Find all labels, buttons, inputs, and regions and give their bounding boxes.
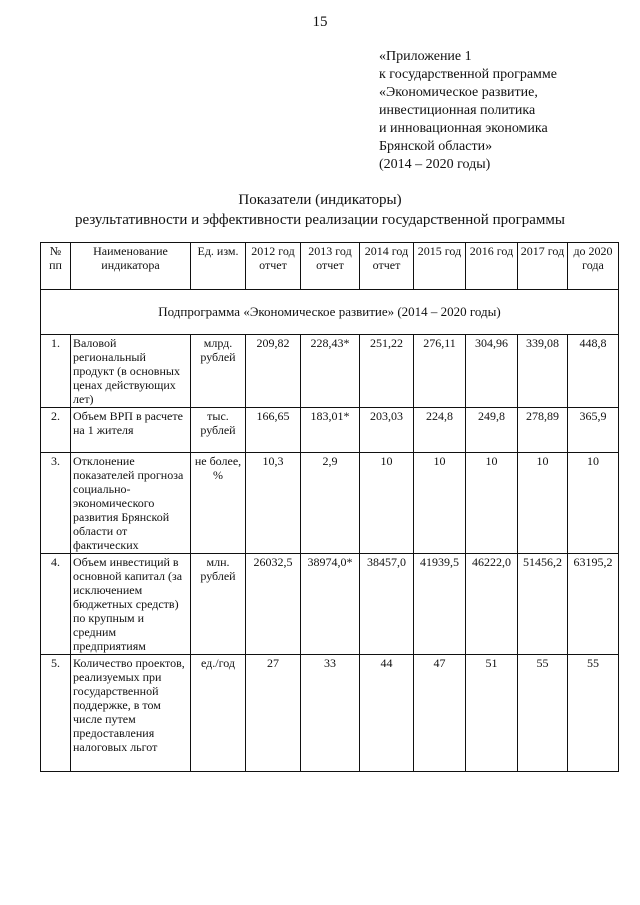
header-2020: до 2020 года <box>568 243 619 290</box>
table-header-row <box>41 243 619 290</box>
row-value-2020: 63195,2 <box>568 554 619 655</box>
row-name: Количество проектов, реализуемых при государственной поддержке, в том числе путем предоставления налоговых льгот <box>71 655 191 772</box>
table-row <box>41 335 619 408</box>
header-2016: 2016 год <box>466 243 518 290</box>
row-value-2014: 10 <box>360 453 414 554</box>
table-row <box>41 554 619 655</box>
row-value-2012: 27 <box>246 655 301 772</box>
row-value-2017: 278,89 <box>518 408 568 453</box>
subprogram-title: Подпрограмма «Экономическое развитие» (2014 – 2020 годы) <box>41 290 619 335</box>
document-title <box>0 190 640 230</box>
row-value-2016: 51 <box>466 655 518 772</box>
row-value-2014: 38457,0 <box>360 554 414 655</box>
subprogram-row <box>41 290 619 335</box>
row-unit: ед./год <box>191 655 246 772</box>
row-value-2013: 38974,0* <box>301 554 360 655</box>
appendix-line: «Приложение 1 <box>379 49 472 64</box>
row-value-2020: 365,9 <box>568 408 619 453</box>
row-value-2013: 33 <box>301 655 360 772</box>
row-num: 5. <box>41 655 71 772</box>
row-value-2015: 47 <box>414 655 466 772</box>
row-value-2013: 2,9 <box>301 453 360 554</box>
row-value-2013: 183,01* <box>301 408 360 453</box>
header-2012: 2012 год отчет <box>246 243 301 290</box>
row-num: 2. <box>41 408 71 453</box>
row-value-2016: 249,8 <box>466 408 518 453</box>
table-row <box>41 408 619 453</box>
row-value-2014: 251,22 <box>360 335 414 408</box>
row-unit: тыс. рублей <box>191 408 246 453</box>
row-num: 3. <box>41 453 71 554</box>
row-value-2015: 276,11 <box>414 335 466 408</box>
row-value-2012: 10,3 <box>246 453 301 554</box>
appendix-block <box>379 48 557 174</box>
appendix-line: «Экономическое развитие, <box>379 85 538 100</box>
page-number: 15 <box>312 14 328 30</box>
row-unit: не более, % <box>191 453 246 554</box>
indicators-table <box>40 242 619 772</box>
header-2017: 2017 год <box>518 243 568 290</box>
row-num: 4. <box>41 554 71 655</box>
row-value-2015: 10 <box>414 453 466 554</box>
title-line-2: результативности и эффективности реализации государственной программы <box>74 212 565 228</box>
row-value-2017: 51456,2 <box>518 554 568 655</box>
row-name: Объем инвестиций в основной капитал (за исключением бюджетных средств) по крупным и средним предприятиям <box>71 554 191 655</box>
row-value-2012: 26032,5 <box>246 554 301 655</box>
header-2014: 2014 год отчет <box>360 243 414 290</box>
appendix-line: (2014 – 2020 годы) <box>379 157 491 172</box>
row-value-2016: 46222,0 <box>466 554 518 655</box>
appendix-line: инвестиционная политика <box>379 103 536 118</box>
header-num: № пп <box>41 243 71 290</box>
appendix-line: Брянской области» <box>379 139 493 154</box>
row-unit: млн. рублей <box>191 554 246 655</box>
row-value-2017: 10 <box>518 453 568 554</box>
row-value-2020: 55 <box>568 655 619 772</box>
row-value-2017: 339,08 <box>518 335 568 408</box>
row-value-2020: 448,8 <box>568 335 619 408</box>
row-value-2013: 228,43* <box>301 335 360 408</box>
table-row <box>41 655 619 772</box>
row-value-2017: 55 <box>518 655 568 772</box>
row-value-2016: 304,96 <box>466 335 518 408</box>
row-value-2014: 203,03 <box>360 408 414 453</box>
row-value-2012: 209,82 <box>246 335 301 408</box>
row-value-2020: 10 <box>568 453 619 554</box>
title-line-1: Показатели (индикаторы) <box>238 192 402 208</box>
row-value-2014: 44 <box>360 655 414 772</box>
row-name: Валовой региональный продукт (в основных ценах действующих лет) <box>71 335 191 408</box>
row-value-2015: 224,8 <box>414 408 466 453</box>
row-unit: млрд. рублей <box>191 335 246 408</box>
row-value-2016: 10 <box>466 453 518 554</box>
row-value-2015: 41939,5 <box>414 554 466 655</box>
header-unit: Ед. изм. <box>191 243 246 290</box>
appendix-line: к государственной программе <box>379 67 557 82</box>
appendix-line: и инновационная экономика <box>379 121 548 136</box>
row-num: 1. <box>41 335 71 408</box>
row-value-2012: 166,65 <box>246 408 301 453</box>
header-2013: 2013 год отчет <box>301 243 360 290</box>
table-row <box>41 453 619 554</box>
row-name: Объем ВРП в расчете на 1 жителя <box>71 408 191 453</box>
header-2015: 2015 год <box>414 243 466 290</box>
row-name: Отклонение показателей прогноза социально-экономического развития Брянской области от фактических <box>71 453 191 554</box>
header-name: Наименование индикатора <box>71 243 191 290</box>
